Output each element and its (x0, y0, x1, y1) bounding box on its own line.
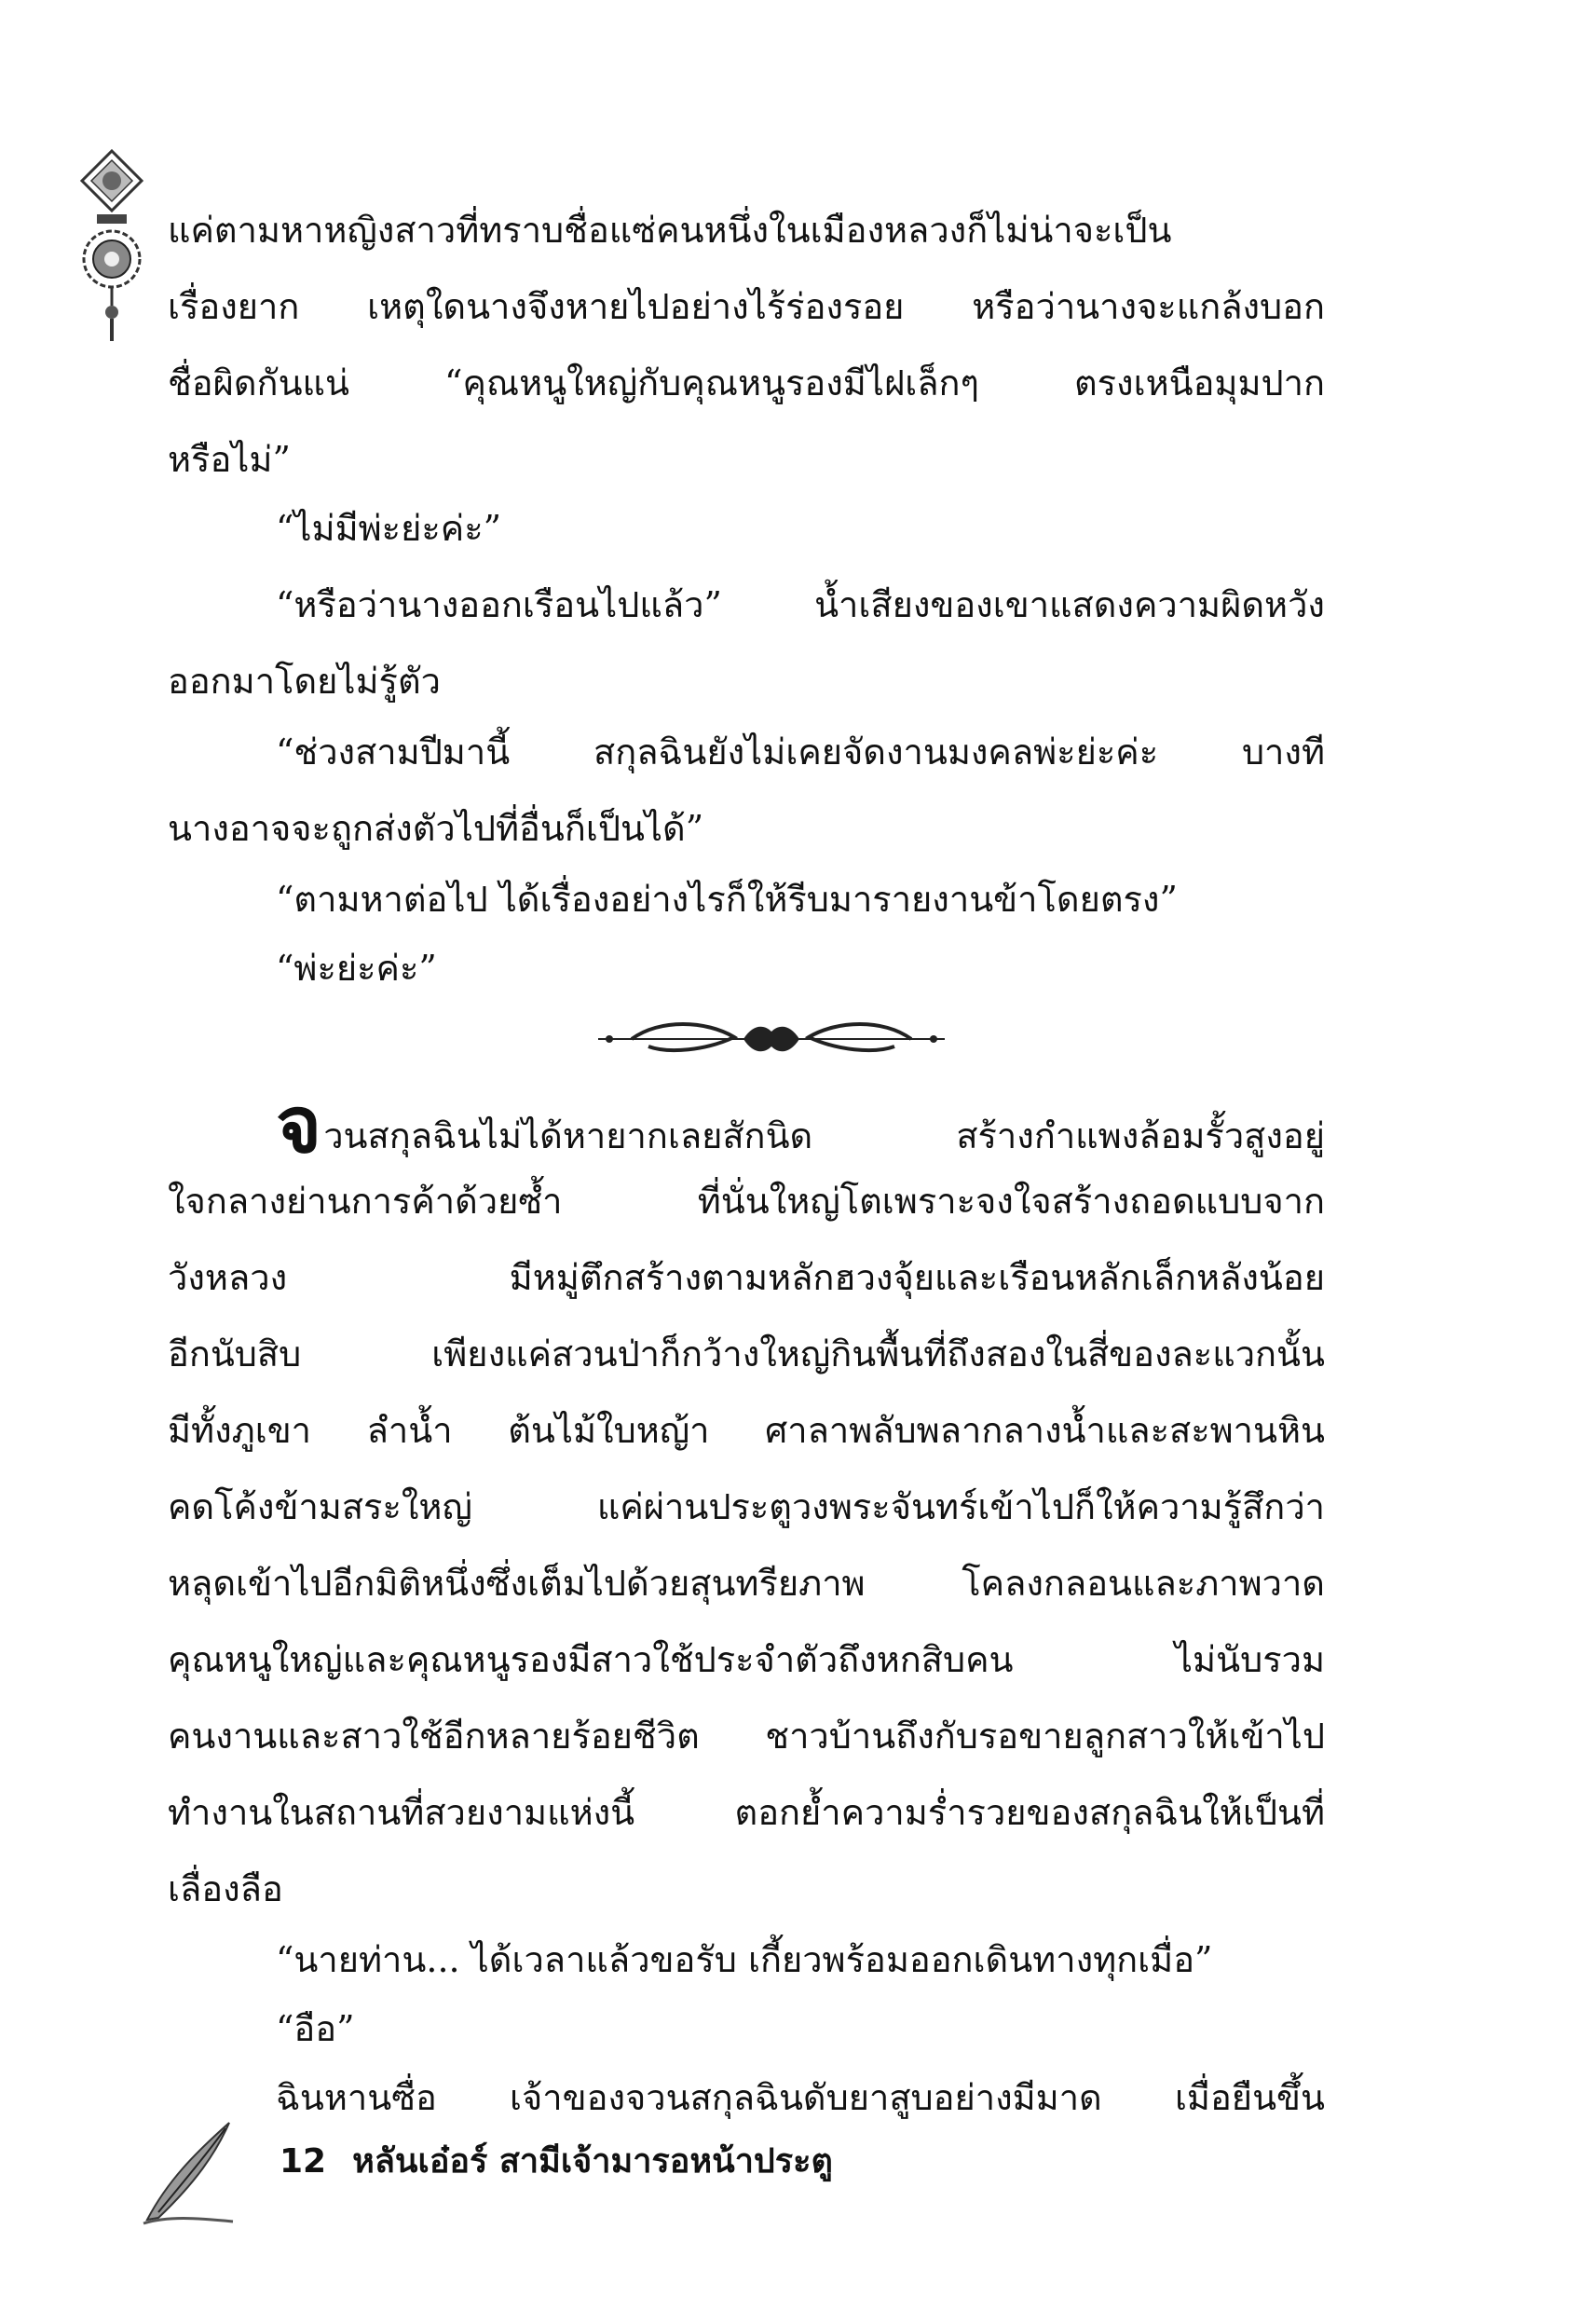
body-line: ทำงานในสถานที่สวยงามแห่งนี้ ตอกย้ำความร่ำรวยของสกุลฉินให้เป็นที่ (168, 1792, 1325, 1833)
body-line: นางอาจจะถูกส่งตัวไปที่อื่นก็เป็นได้” (168, 808, 704, 849)
body-line: มีทั้งภูเขา ลำน้ำ ต้นไม้ใบหญ้า ศาลาพลับพลากลางน้ำและสะพานหิน (168, 1410, 1325, 1451)
scroll-flourish-icon (594, 1011, 948, 1067)
page-number: 12 (280, 2142, 327, 2181)
dialogue-line: “พ่ะย่ะค่ะ” (276, 948, 437, 989)
body-line: อีกนับสิบ เพียงแค่สวนป่าก็กว้างใหญ่กินพื้นที่ถึงสองในสี่ของละแวกนั้น (168, 1333, 1325, 1374)
body-line: ใจกลางย่านการค้าด้วยซ้ำ ที่นั่นใหญ่โตเพราะจงใจสร้างถอดแบบจาก (168, 1181, 1325, 1222)
body-line: ฉินหานซื่อ เจ้าของจวนสกุลฉินดับยาสูบอย่างมีมาด เมื่อยืนขึ้น (276, 2077, 1325, 2118)
feather-quill-icon (140, 2115, 242, 2227)
body-line: เรื่องยาก เหตุใดนางจึงหายไปอย่างไร้ร่องรอย หรือว่านางจะแกล้งบอก (168, 286, 1325, 327)
dialogue-line: “หรือว่านางออกเรือนไปแล้ว” น้ำเสียงของเขาแสดงความผิดหวัง (276, 584, 1325, 625)
page-footer (280, 2134, 833, 2190)
dialogue-line: “ไม่มีพ่ะย่ะค่ะ” (276, 508, 502, 549)
dialogue-line: “ตามหาต่อไป ได้เรื่องอย่างไรก็ให้รีบมารายงานข้าโดยตรง” (276, 879, 1178, 920)
body-line: วังหลวง มีหมู่ตึกสร้างตามหลักฮวงจุ้ยและเรือนหลักเล็กหลังน้อย (168, 1257, 1325, 1298)
body-line: ชื่อผิดกันแน่ “คุณหนูใหญ่กับคุณหนูรองมีไฝเล็กๆ ตรงเหนือมุมปาก (168, 362, 1325, 403)
opening-line (276, 1098, 1325, 1163)
drop-cap: จ (276, 1098, 322, 1163)
body-line: คนงานและสาวใช้อีกหลายร้อยชีวิต ชาวบ้านถึงกับรอขายลูกสาวให้เข้าไป (168, 1716, 1325, 1757)
body-line: คุณหนูใหญ่และคุณหนูรองมีสาวใช้ประจำตัวถึงหกสิบคน ไม่นับรวม (168, 1639, 1325, 1680)
decorative-medallion-icon (75, 149, 149, 345)
body-line: คดโค้งข้ามสระใหญ่ แค่ผ่านประตูวงพระจันทร์เข้าไปก็ให้ความรู้สึกว่า (168, 1486, 1325, 1527)
opening-line-text: วนสกุลฉินไม่ได้หายากเลยสักนิด สร้างกำแพงล้อมรั้วสูงอยู่ (323, 1115, 1325, 1156)
dialogue-line: “นายท่าน... ได้เวลาแล้วขอรับ เกี้ยวพร้อมออกเดินทางทุกเมื่อ” (276, 1939, 1213, 1980)
body-line: แค่ตามหาหญิงสาวที่ทราบชื่อแซ่คนหนึ่งในเมืองหลวงก็ไม่น่าจะเป็น (168, 210, 1172, 251)
body-line: เลื่องลือ (168, 1868, 283, 1909)
body-line: หลุดเข้าไปอีกมิติหนึ่งซึ่งเต็มไปด้วยสุนทรียภาพ โคลงกลอนและภาพวาด (168, 1563, 1325, 1604)
dialogue-line: “ช่วงสามปีมานี้ สกุลฉินยังไม่เคยจัดงานมงคลพ่ะย่ะค่ะ บางที (276, 732, 1325, 773)
dialogue-line: “อือ” (276, 2008, 355, 2049)
body-line: หรือไม่” (168, 439, 291, 480)
body-line: ออกมาโดยไม่รู้ตัว (168, 661, 441, 702)
book-title: หลันเอ๋อร์ สามีเจ้ามารอหน้าประตู (352, 2142, 833, 2181)
